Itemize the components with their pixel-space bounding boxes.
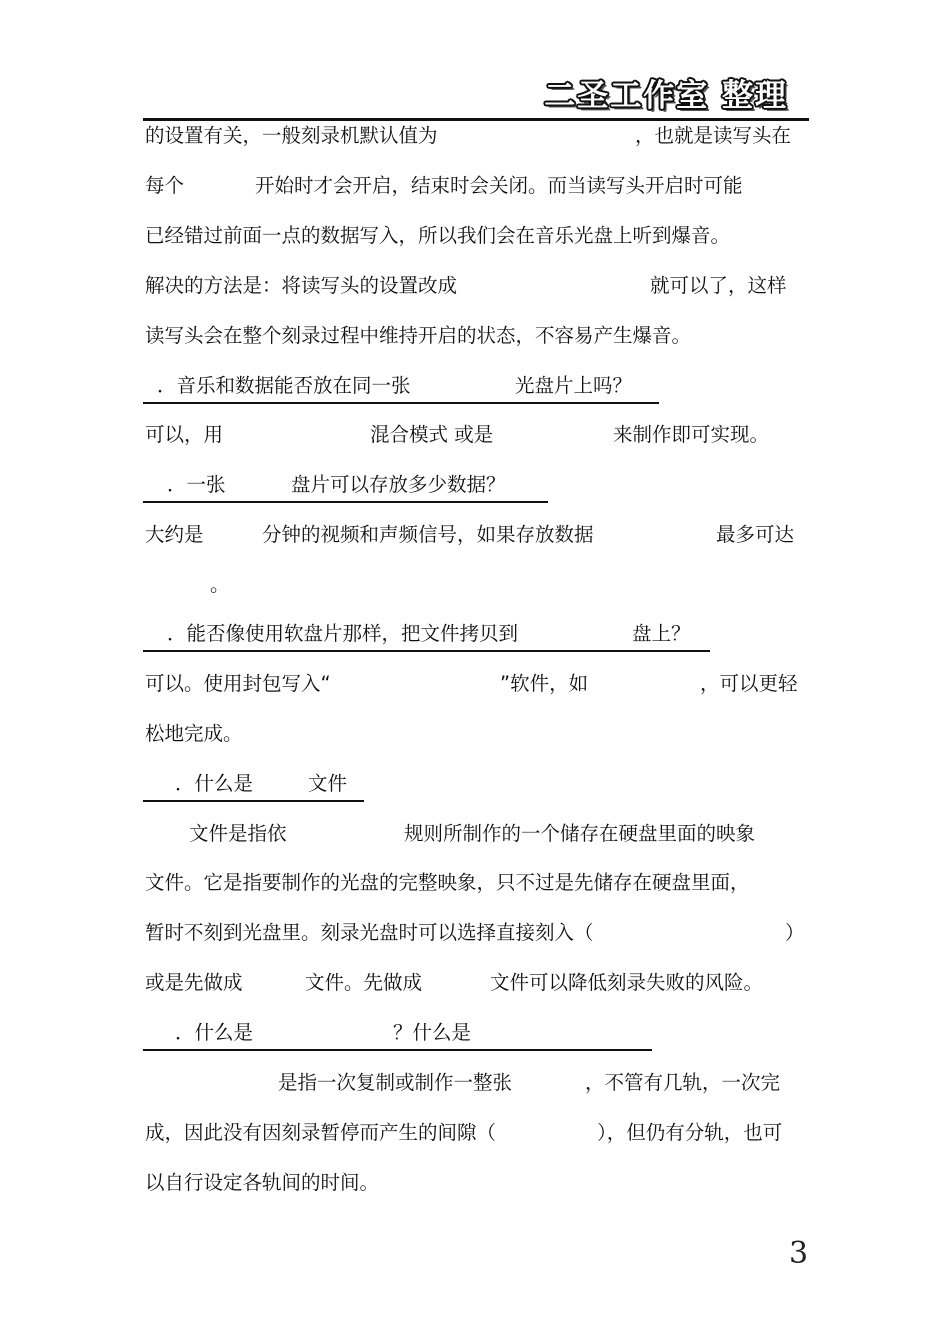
text-segment: ），但仍有分轨，也可 <box>597 1121 783 1144</box>
text-segment: ．什么是 <box>175 772 254 795</box>
text-segment: 文件。它是指要制作的光盘的完整映象，只不过是先储存在硬盘里面， <box>145 871 750 894</box>
text-segment: 可以。使用封包写入“ <box>145 672 331 695</box>
heading-underline <box>143 1049 652 1051</box>
text-segment: 解决的方法是：将读写头的设置改成 <box>145 274 458 297</box>
text-segment: ，可以更轻 <box>700 672 798 695</box>
text-segment: 已经错过前面一点的数据写入，所以我们会在音乐光盘上听到爆音。 <box>145 224 731 247</box>
text-segment: 文件可以降低刻录失败的风险。 <box>490 971 764 994</box>
heading-underline <box>143 501 548 503</box>
text-segment: 光盘片上吗？ <box>515 374 633 397</box>
text-segment: 可以，用 <box>145 423 224 446</box>
text-segment: 。 <box>210 573 230 596</box>
text-segment: ？什么是 <box>393 1021 472 1044</box>
text-segment: ．一张 <box>167 473 226 496</box>
text-segment: 最多可达 <box>716 523 795 546</box>
text-segment: 暂时不刻到光盘里。刻录光盘时可以选择直接刻入（ <box>145 921 594 944</box>
text-segment: 分钟的视频和声频信号，如果存放数据 <box>262 523 594 546</box>
text-segment: ．什么是 <box>175 1021 254 1044</box>
text-segment: ，不管有几轨，一次完 <box>585 1071 781 1094</box>
text-segment: 开始时才会开启，结束时会关闭。而当读写头开启时可能 <box>255 174 743 197</box>
text-segment: 的设置有关，一般刻录机默认值为 <box>145 124 438 147</box>
text-segment: ，也就是读写头在 <box>635 124 792 147</box>
text-segment: 成，因此没有因刻录暂停而产生的间隙（ <box>145 1121 497 1144</box>
text-segment: 以自行设定各轨间的时间。 <box>145 1171 380 1194</box>
text-segment: ．音乐和数据能否放在同一张 <box>157 374 411 397</box>
heading-underline <box>143 800 364 802</box>
text-segment: 大约是 <box>145 523 204 546</box>
text-segment: 每个 <box>145 174 185 197</box>
text-segment: 盘上？ <box>632 622 691 645</box>
header-rule <box>143 118 809 121</box>
text-segment: 读写头会在整个刻录过程中维持开启的状态，不容易产生爆音。 <box>145 324 692 347</box>
text-segment: ”软件，如 <box>500 672 589 695</box>
page-number: 3 <box>789 1236 809 1271</box>
text-segment: 松地完成。 <box>145 722 243 745</box>
header-title: 二圣工作室 整理 <box>544 78 788 114</box>
text-segment: 是指一次复制或制作一整张 <box>278 1071 513 1094</box>
text-segment: 盘片可以存放多少数据？ <box>291 473 506 496</box>
heading-underline <box>143 402 659 404</box>
text-segment: 就可以了，这样 <box>650 274 787 297</box>
text-segment: 规则所制作的一个储存在硬盘里面的映象 <box>404 822 756 845</box>
text-segment: 混合模式 或是 <box>370 423 494 446</box>
heading-underline <box>143 650 710 652</box>
text-segment: 文件。先做成 <box>305 971 423 994</box>
text-segment: ） <box>785 921 805 944</box>
text-segment: 文件是指依 <box>189 822 287 845</box>
text-segment: 文件 <box>308 772 348 795</box>
text-segment: ．能否像使用软盘片那样，把文件拷贝到 <box>167 622 519 645</box>
text-segment: 来制作即可实现。 <box>613 423 770 446</box>
text-segment: 或是先做成 <box>145 971 243 994</box>
